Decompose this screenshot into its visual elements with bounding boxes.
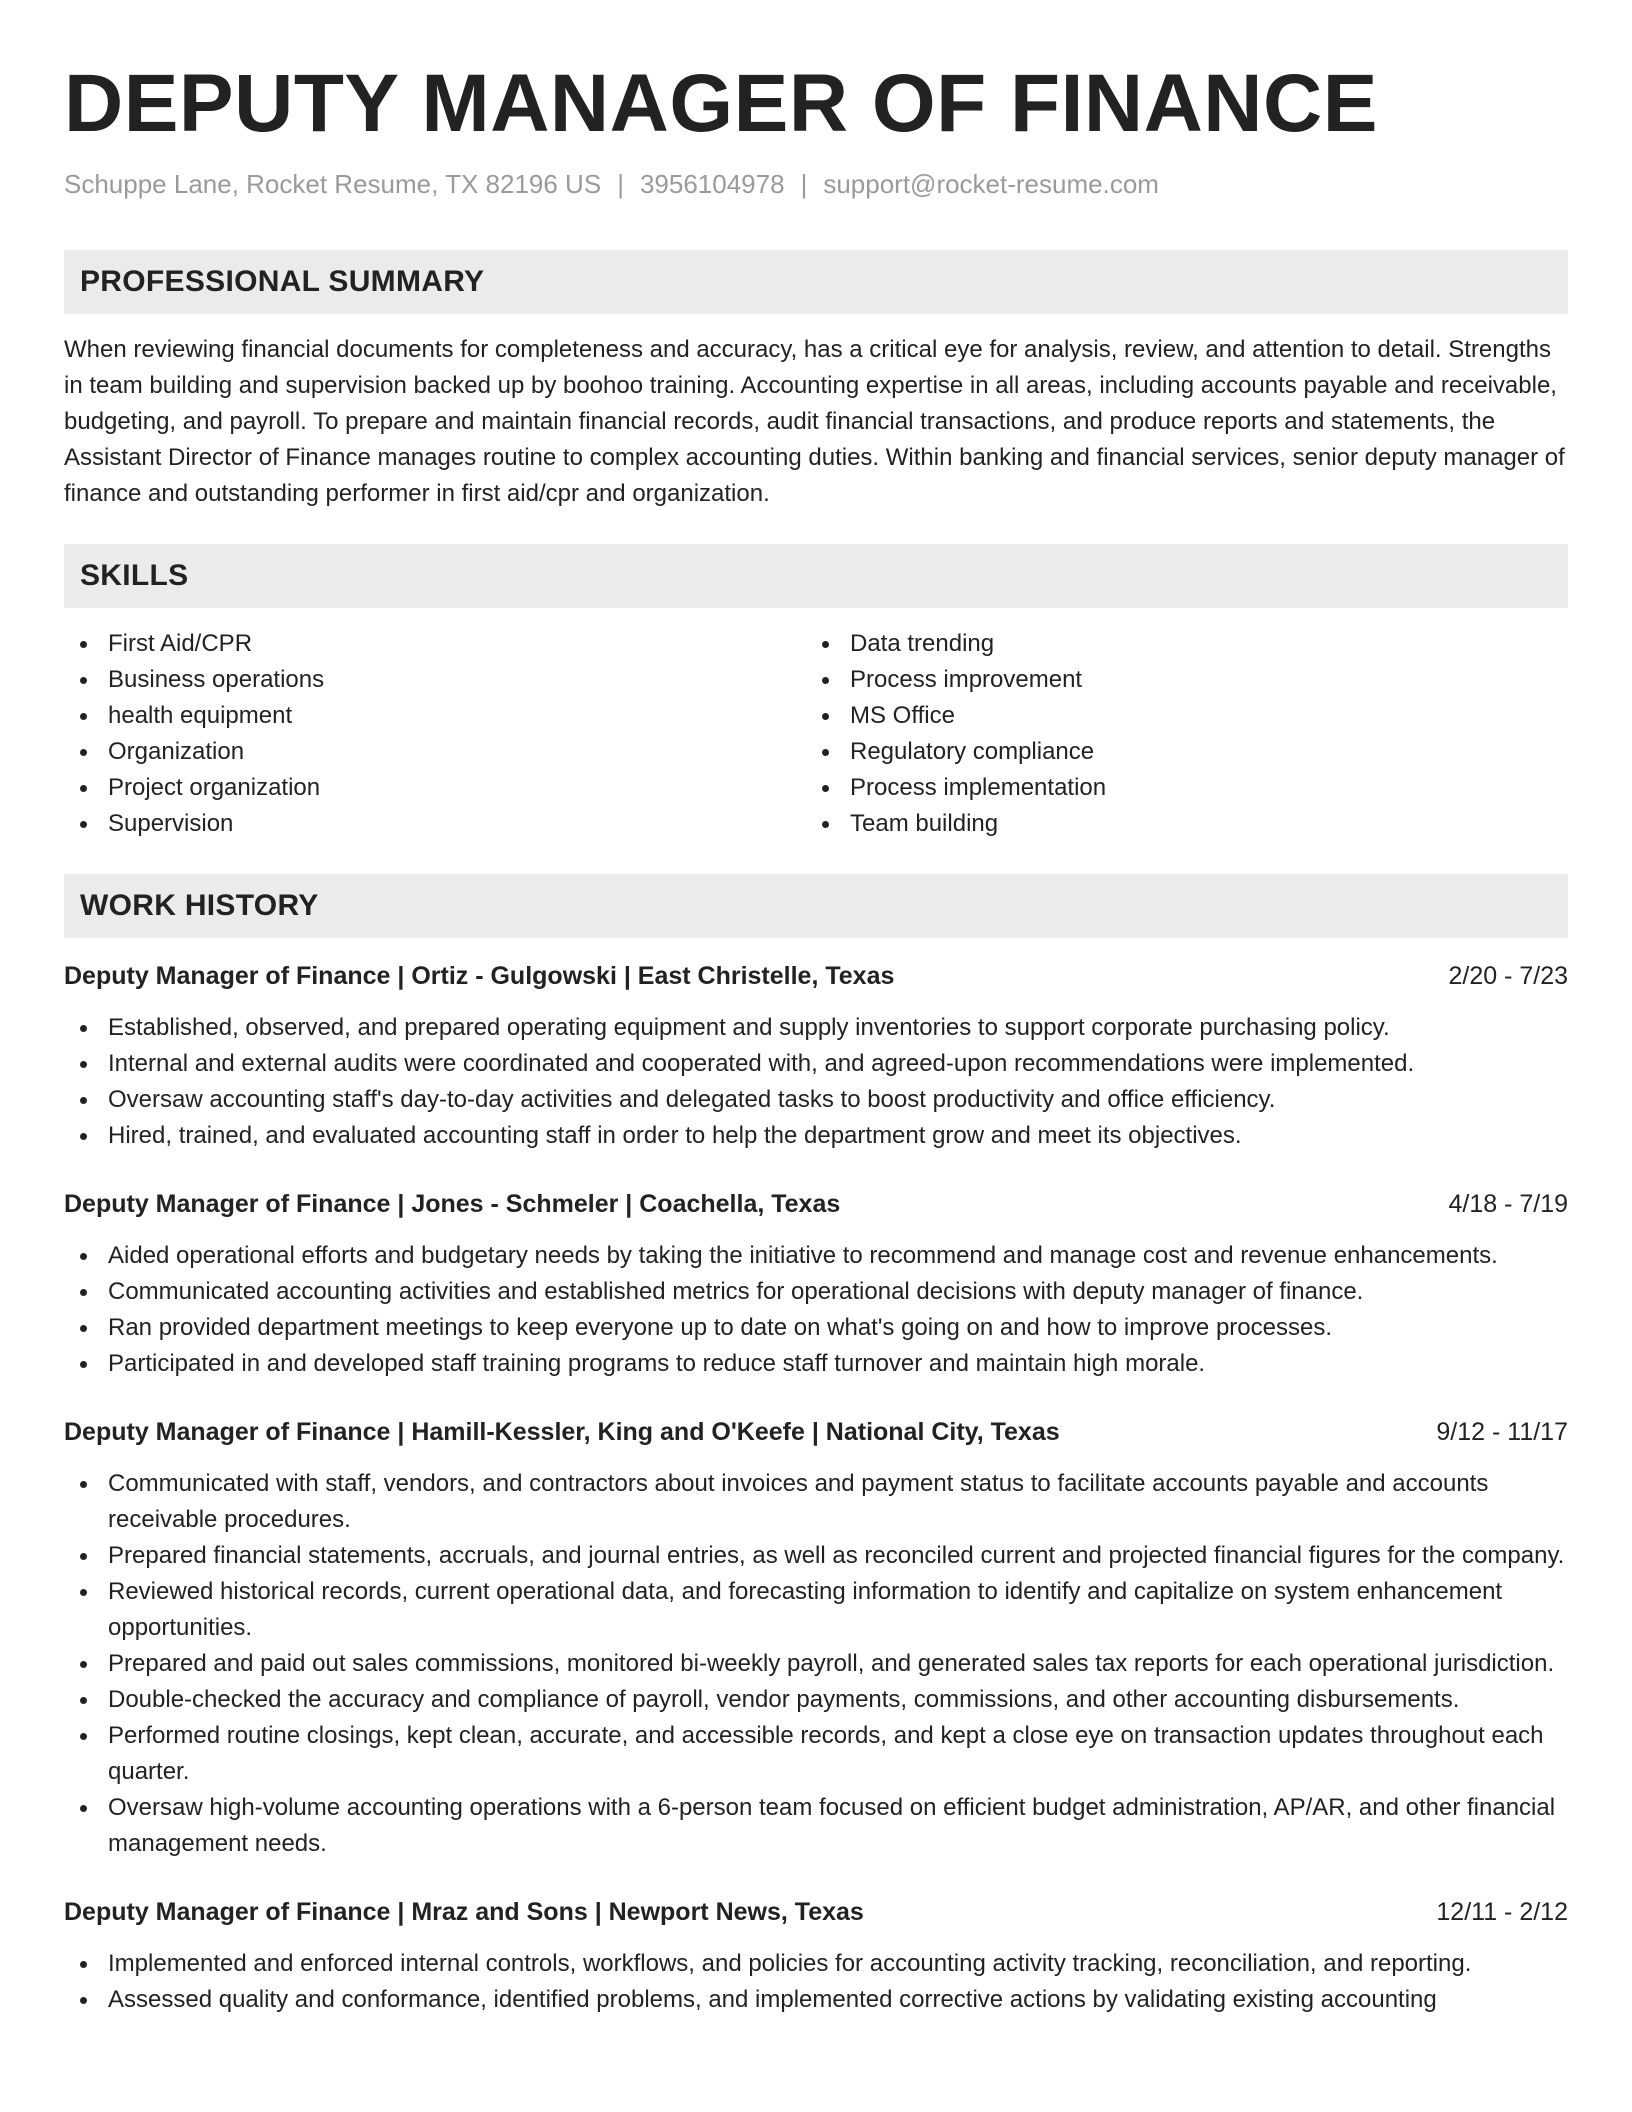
job-header [64, 1414, 1568, 1450]
job-bullet: Oversaw accounting staff's day-to-day activities and delegated tasks to boost productivity and office efficiency. [108, 1082, 1568, 1118]
job-entry [64, 1414, 1568, 1862]
job-header [64, 1186, 1568, 1222]
job-title: Deputy Manager of Finance | Jones - Schmeler | Coachella, Texas [64, 1190, 841, 1218]
job-bullet: Communicated accounting activities and established metrics for operational decisions with deputy manager of finance. [108, 1274, 1568, 1310]
job-bullet: Prepared financial statements, accruals, and journal entries, as well as reconciled current and projected financial figures for the company. [108, 1538, 1568, 1574]
job-bullet: Communicated with staff, vendors, and contractors about invoices and payment status to facilitate accounts payable and accounts receivable procedures. [108, 1466, 1568, 1538]
job-bullet: Internal and external audits were coordinated and cooperated with, and agreed-upon recommendations were implemented. [108, 1046, 1568, 1082]
job-bullet: Reviewed historical records, current operational data, and forecasting information to identify and capitalize on system enhancement opportunities. [108, 1574, 1568, 1646]
skill-item: Team building [850, 806, 1548, 842]
job-bullet: Aided operational efforts and budgetary needs by taking the initiative to recommend and manage cost and revenue enhancements. [108, 1238, 1568, 1274]
skills-list [64, 626, 1568, 842]
section-header-summary: PROFESSIONAL SUMMARY [64, 250, 1568, 314]
skill-item: Process implementation [850, 770, 1548, 806]
job-bullet: Hired, trained, and evaluated accounting staff in order to help the department grow and meet its objectives. [108, 1118, 1568, 1154]
section-header-work-history: WORK HISTORY [64, 874, 1568, 938]
job-title: Deputy Manager of Finance | Mraz and Sons | Newport News, Texas [64, 1898, 864, 1926]
skill-item: Regulatory compliance [850, 734, 1548, 770]
job-entry [64, 1186, 1568, 1382]
skill-item: Project organization [108, 770, 806, 806]
job-entry [64, 958, 1568, 1154]
job-bullets [64, 1238, 1568, 1382]
job-bullet: Participated in and developed staff training programs to reduce staff turnover and maintain high morale. [108, 1346, 1568, 1382]
job-bullets [64, 1466, 1568, 1862]
skill-item: MS Office [850, 698, 1548, 734]
job-bullet: Assessed quality and conformance, identified problems, and implemented corrective actions by validating existing accounting [108, 1982, 1568, 2018]
skill-item: Supervision [108, 806, 806, 842]
job-bullet: Prepared and paid out sales commissions, monitored bi-weekly payroll, and generated sales tax reports for each operational jurisdiction. [108, 1646, 1568, 1682]
skill-item: First Aid/CPR [108, 626, 806, 662]
summary-text: When reviewing financial documents for completeness and accuracy, has a critical eye for analysis, review, and attention to detail. Strengths in team building and supervision backed up by boohoo training. Accounting expertise in all areas, including accounts payable and receivable, budgeting, and payroll. To prepare and maintain financial records, audit financial transactions, and produce reports and statements, the Assistant Director of Finance manages routine to complex accounting duties. Within banking and financial services, senior deputy manager of finance and outstanding performer in first aid/cpr and organization. [64, 336, 1565, 507]
resume-page [64, 0, 1568, 2018]
job-header [64, 1894, 1568, 1930]
section-header-skills: SKILLS [64, 544, 1568, 608]
skills-column-right [806, 626, 1548, 842]
job-header [64, 958, 1568, 994]
contact-line [64, 166, 1568, 202]
job-bullet: Ran provided department meetings to keep everyone up to date on what's going on and how to improve processes. [108, 1310, 1568, 1346]
contact-separator: | [800, 169, 808, 199]
skill-item: Business operations [108, 662, 806, 698]
job-bullet: Established, observed, and prepared operating equipment and supply inventories to support corporate purchasing policy. [108, 1010, 1568, 1046]
contact-separator: | [617, 169, 624, 199]
job-dates: 4/18 - 7/19 [1448, 1190, 1568, 1218]
job-dates: 9/12 - 11/17 [1436, 1418, 1568, 1446]
job-bullets [64, 1010, 1568, 1154]
skill-item: Data trending [850, 626, 1548, 662]
skill-item: Organization [108, 734, 806, 770]
skills-column-left [64, 626, 806, 842]
skill-item: Process improvement [850, 662, 1548, 698]
contact-phone: 3956104978 [639, 169, 785, 199]
job-dates: 2/20 - 7/23 [1448, 962, 1568, 990]
job-bullet: Performed routine closings, kept clean, accurate, and accessible records, and kept a close eye on transaction updates throughout each quarter. [108, 1718, 1568, 1790]
job-entry [64, 1894, 1568, 2018]
job-title: Deputy Manager of Finance | Hamill-Kessler, King and O'Keefe | National City, Texas [64, 1418, 1060, 1446]
job-dates: 12/11 - 2/12 [1436, 1898, 1568, 1926]
job-bullets [64, 1946, 1568, 2018]
job-bullet: Implemented and enforced internal controls, workflows, and policies for accounting activity tracking, reconciliation, and reporting. [108, 1946, 1568, 1982]
contact-address: Schuppe Lane, Rocket Resume, TX 82196 US [64, 169, 602, 199]
resume-title: DEPUTY MANAGER OF FINANCE [64, 58, 1378, 149]
job-bullet: Oversaw high-volume accounting operations with a 6-person team focused on efficient budget administration, AP/AR, and other financial management needs. [108, 1790, 1568, 1862]
skill-item: health equipment [108, 698, 806, 734]
contact-email: support@rocket-resume.com [823, 169, 1159, 199]
job-title: Deputy Manager of Finance | Ortiz - Gulgowski | East Christelle, Texas [64, 962, 895, 990]
job-bullet: Double-checked the accuracy and compliance of payroll, vendor payments, commissions, and other accounting disbursements. [108, 1682, 1568, 1718]
